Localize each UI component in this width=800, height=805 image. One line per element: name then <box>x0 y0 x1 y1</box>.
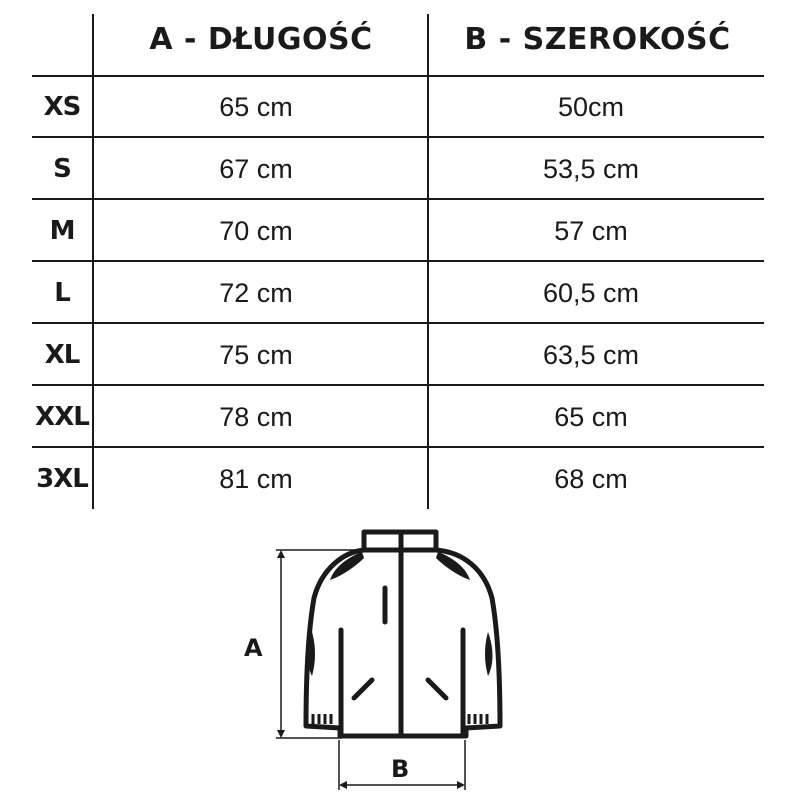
width-value: 50cm <box>557 92 625 122</box>
jacket-outline <box>306 532 500 736</box>
size-label: S <box>53 154 71 184</box>
size-label: XS <box>43 92 81 122</box>
width-value: 63,5 cm <box>542 340 640 370</box>
size-label: XXL <box>35 402 89 432</box>
table-row <box>0 76 800 138</box>
header-length: A - DŁUGOŚĆ <box>149 22 373 57</box>
width-value: 60,5 cm <box>542 278 640 308</box>
length-value: 81 cm <box>219 464 293 494</box>
table-row <box>0 200 800 262</box>
table-row <box>0 138 800 200</box>
length-value: 70 cm <box>219 216 293 246</box>
table-row <box>0 448 800 510</box>
size-label: L <box>54 278 70 308</box>
jacket-icon <box>0 510 800 800</box>
length-value: 65 cm <box>219 92 293 122</box>
length-value: 78 cm <box>219 402 293 432</box>
dimension-b-label: B <box>391 755 410 783</box>
width-value: 57 cm <box>554 216 628 246</box>
table-row <box>0 386 800 448</box>
size-label: M <box>49 216 75 246</box>
table-row <box>0 324 800 386</box>
width-value: 53,5 cm <box>542 154 640 184</box>
length-value: 72 cm <box>219 278 293 308</box>
size-label: 3XL <box>36 464 88 494</box>
size-label: XL <box>44 340 80 370</box>
length-value: 75 cm <box>219 340 293 370</box>
dimension-a-label: A <box>244 634 263 662</box>
length-value: 67 cm <box>219 154 293 184</box>
jacket-diagram <box>0 510 800 800</box>
width-value: 68 cm <box>554 464 628 494</box>
width-value: 65 cm <box>554 402 628 432</box>
table-row <box>0 262 800 324</box>
header-width: B - SZEROKOŚĆ <box>464 22 731 57</box>
